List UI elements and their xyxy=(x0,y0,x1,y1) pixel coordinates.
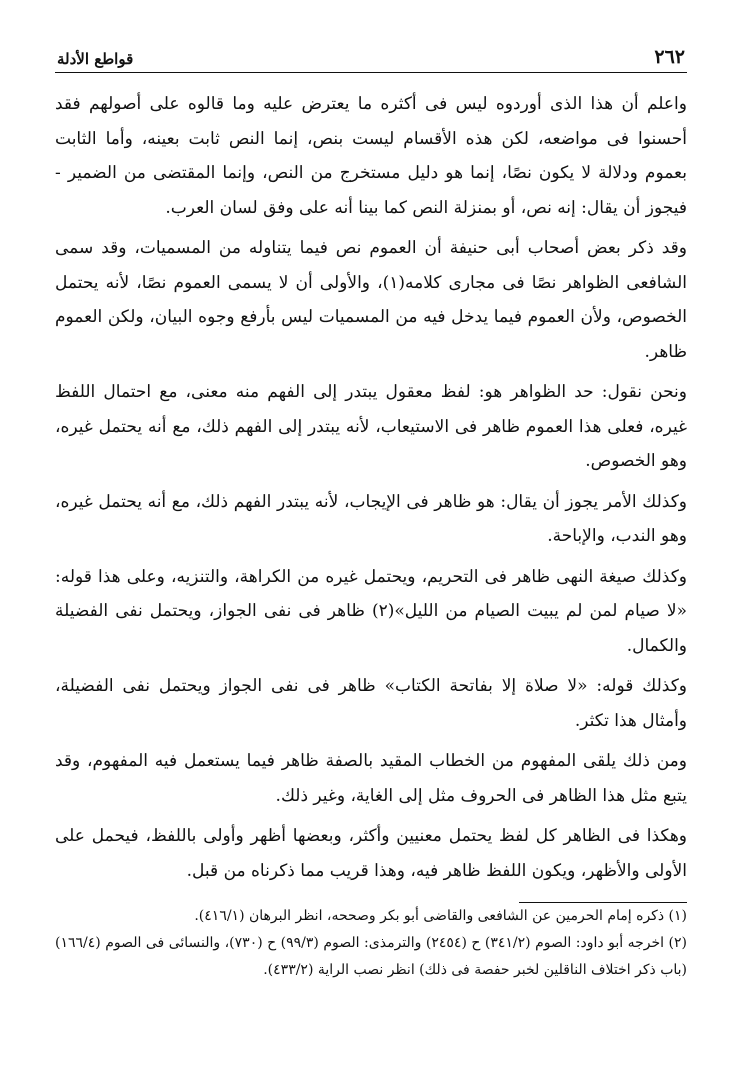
footnotes xyxy=(55,903,687,984)
paragraph: ونحن نقول: حد الظواهر هو: لفظ معقول يبتدر إلى الفهم منه معنى، مع احتمال اللفظ غيره، فعلى هذا العموم ظاهر فى الاستيعاب، لأنه يبتدر إلى الفهم ذلك، مع أنه يحتمل غيره، وهو الخصوص. xyxy=(55,382,687,471)
page-body xyxy=(55,87,687,888)
book-page xyxy=(55,40,687,984)
page-number: ٢٦٢ xyxy=(654,46,685,68)
paragraph: وكذلك صيغة النهى ظاهر فى التحريم، ويحتمل غيره من الكراهة، والتنزيه، وعلى هذا قوله: «لا صيام لمن لم يبيت الصيام من الليل»(٢) ظاهر فى نفى الجواز، ويحتمل نفى الفضيلة والكمال. xyxy=(55,566,687,656)
paragraph: واعلم أن هذا الذى أوردوه ليس فى أكثره ما يعترض عليه وما قالوه على أصولهم فقد أحسنوا فى مواضعه، لكن هذه الأقسام ليست بنص، إنما النص ثابت بعينه، وأما الثابت بعموم ودلالة لا يكون نصًا، إنما هو دليل مستخرج من النص، وإنما المقتضى من الضمير - فيجوز أن يقال: إنه نص، أو بمنزلة النص كما بينا أنه على وفق لسان العرب. xyxy=(55,94,687,218)
paragraph: وكذلك قوله: «لا صلاة إلا بفاتحة الكتاب» ظاهر فى نفى الجواز ويحتمل نفى الفضيلة، وأمثال هذا تكثر. xyxy=(55,676,687,731)
page-header xyxy=(55,40,687,73)
footnote: (١) ذكره إمام الحرمين عن الشافعى والقاضى أبو بكر وصححه، انظر البرهان (٤١٦/١). xyxy=(194,908,687,924)
footnote: (٢) اخرجه أبو داود: الصوم (٣٤١/٢) ح (٢٤٥٤) والترمذى: الصوم (٩٩/٣) ح (٧٣٠)، والنسائى فى الصوم (١٦٦/٤) (باب ذكر اختلاف الناقلين لخبر حفصة فى ذلك) انظر نصب الراية (٤٣٣/٢). xyxy=(55,935,687,978)
paragraph: وقد ذكر بعض أصحاب أبى حنيفة أن العموم نص فيما يتناوله من المسميات، وقد سمى الشافعى الظواهر نصًا فى مجارى كلامه(١)، والأولى أن لا يسمى العموم نصًا، لأنه يحتمل الخصوص، ولأن العموم فيما يدخل فيه من المسميات ليس بأرفع وجوه البيان، ولكن العموم ظاهر. xyxy=(55,238,687,362)
paragraph: ومن ذلك يلقى المفهوم من الخطاب المقيد بالصفة ظاهر فيما يستعمل فيه المفهوم، وقد يتبع مثل هذا الظاهر فى الحروف مثل إلى الغاية، وغير ذلك. xyxy=(55,751,687,806)
paragraph: وهكذا فى الظاهر كل لفظ يحتمل معنيين وأكثر، وبعضها أظهر وأولى باللفظ، فيحمل على الأولى والأظهر، ويكون اللفظ ظاهر فيه، وهذا قريب مما ذكرناه من قبل. xyxy=(55,826,687,881)
running-title: قواطع الأدلة xyxy=(57,50,134,68)
paragraph: وكذلك الأمر يجوز أن يقال: هو ظاهر فى الإيجاب، لأنه يبتدر الفهم ذلك، مع أنه يحتمل غيره، وهو الندب، والإباحة. xyxy=(55,491,687,546)
